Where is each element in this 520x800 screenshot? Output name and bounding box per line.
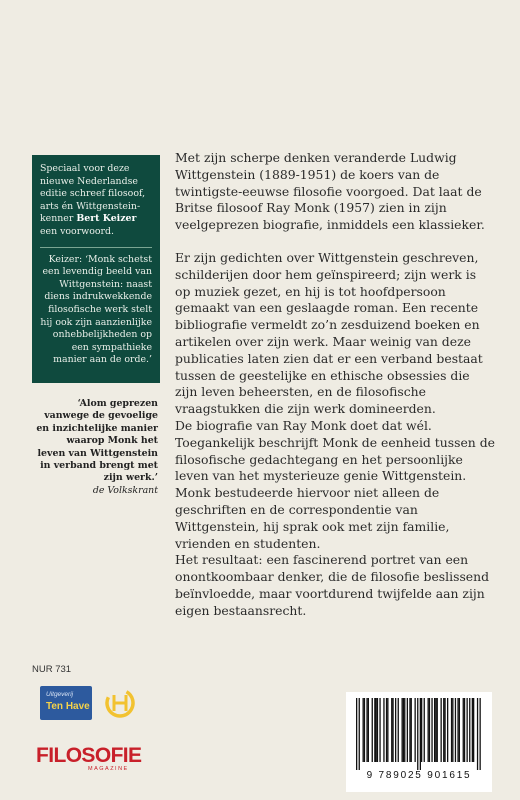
blurb-paragraph: Het resultaat: een fascinerend portret van een onontkoombaar denker, die de filosofie beslissend beïnvloedde, maar voortdurend twijfelde aan zijn eigen bestaansrecht. [175,552,490,618]
press-quote [36,398,158,497]
barcode-bar [424,698,425,762]
publisher-label-name: Ten Have [46,701,90,712]
barcode-bar [391,698,392,762]
magazine-logo: FILOSOFIE [36,744,142,767]
barcode-bar [356,698,357,770]
publisher-logo [40,686,92,720]
info-box-intro [40,163,152,239]
magazine-logo-sub: MAGAZINE [88,766,129,772]
barcode-bar [455,698,456,762]
intro-text-end: een voorwoord. [40,225,114,237]
barcode-bar [417,698,418,770]
barcode-bar [404,698,405,762]
barcode-bar [387,698,388,762]
blurb-paragraph: Er zijn gedichten over Wittgenstein geschreven, schilderijen door hem geïnspireerd; zijn werk is op muziek gezet, en hij is tot hoofdpersoon gemaakt van een geslaagde roman. Een recente bibliografie vermeldt zo’n zesduizend boeken en artikelen over zijn werk. Maar weinig van deze publicaties laten zien dat er een verband bestaat tussen de geestelijke en ethische obsessies die zijn leven beheersten, en de filosofische vraagstukken die zijn werk domineerden. [175,249,483,417]
barcode-bar [372,698,373,762]
barcode-bars [354,698,484,770]
barcode-bar [420,698,421,770]
press-quote-source: de Volkskrant [92,484,158,496]
barcode [346,692,492,792]
barcode-bar [395,698,396,762]
barcode-bar [402,698,403,762]
press-quote-text: ‘Alom geprezen vanwege de gevoelige en inzichtelijke manier waarop Monk het leven van Wittgenstein in verband brengt met zijn werk.’ [36,398,158,484]
blurb-text [175,150,495,620]
barcode-bar [428,698,429,762]
barcode-bar [374,698,375,762]
barcode-bar [435,698,436,762]
barcode-bar [443,698,444,762]
barcode-bar [386,698,387,762]
barcode-bar [429,698,430,762]
barcode-bar [366,698,367,762]
barcode-bar [368,698,369,762]
barcode-bar [451,698,452,762]
barcode-bar [398,698,399,762]
barcode-bar [409,698,410,762]
info-box-divider [40,247,152,248]
blurb-paragraph: Met zijn scherpe denken veranderde Ludwig Wittgenstein (1889-1951) de koers van de twintigste-eeuwse filosofie voorgoed. Dat laat de Britse filosoof Ray Monk (1957) zien in zijn veelgeprezen biografie, inmiddels een klassieker. [175,150,485,233]
barcode-bar [480,698,481,770]
barcode-bar [463,698,464,762]
barcode-bar [364,698,365,762]
barcode-bar [441,698,442,762]
barcode-bar [477,698,478,770]
intro-author-name: Bert Keizer [76,213,137,225]
publisher-label-small: Uitgeverij [46,691,74,698]
barcode-bar [431,698,432,762]
barcode-bar [434,698,435,762]
barcode-bar [377,698,378,762]
barcode-bar [403,698,404,762]
barcode-bar [392,698,393,762]
blurb-paragraph: De biografie van Ray Monk doet dat wél. Toegankelijk beschrijft Monk de eenheid tussen de filosofische gedachtegang en het persoonlijke leven van het mysterieuze genie Wittgenstein. Monk bestudeerde hiervoor niet alleen de geschriften en de correspondentie van Wittgenstein, hij sprak ook met zijn familie, vrienden en studenten. [175,417,495,551]
barcode-bar [464,698,465,762]
isbn-number: 9 789025 901615 [366,770,472,781]
info-box [32,155,160,383]
keizer-quote: Keizer: ‘Monk schetst een levendig beeld van Wittgenstein: naast diens indrukwekkende filosofische werk stelt hij ook zijn aanzienlijke onhebbelijkheden op een sympathieke manier aan de orde.’ [40,253,152,366]
barcode-bar [473,698,474,762]
barcode-bar [457,698,458,762]
nur-code: NUR 731 [32,664,72,675]
intro-text: Speciaal voor deze nieuwe Nederlandse editie schreef filosoof, arts én Wittgenstein-kenner [40,163,146,225]
barcode-bar [407,698,408,762]
barcode-bar [421,698,422,762]
publisher-h-icon [100,683,140,723]
barcode-bar [411,698,412,762]
barcode-bar [383,698,384,762]
barcode-bar [467,698,468,762]
barcode-bar [459,698,460,762]
barcode-bar [472,698,473,762]
barcode-bar [359,698,360,770]
barcode-bar [363,698,364,762]
barcode-bar [444,698,445,762]
barcode-bar [452,698,453,762]
barcode-bar [437,698,438,762]
barcode-bar [415,698,416,762]
barcode-bar [376,698,377,762]
barcode-bar [469,698,470,762]
barcode-bar [447,698,448,762]
barcode-bar [379,698,380,762]
